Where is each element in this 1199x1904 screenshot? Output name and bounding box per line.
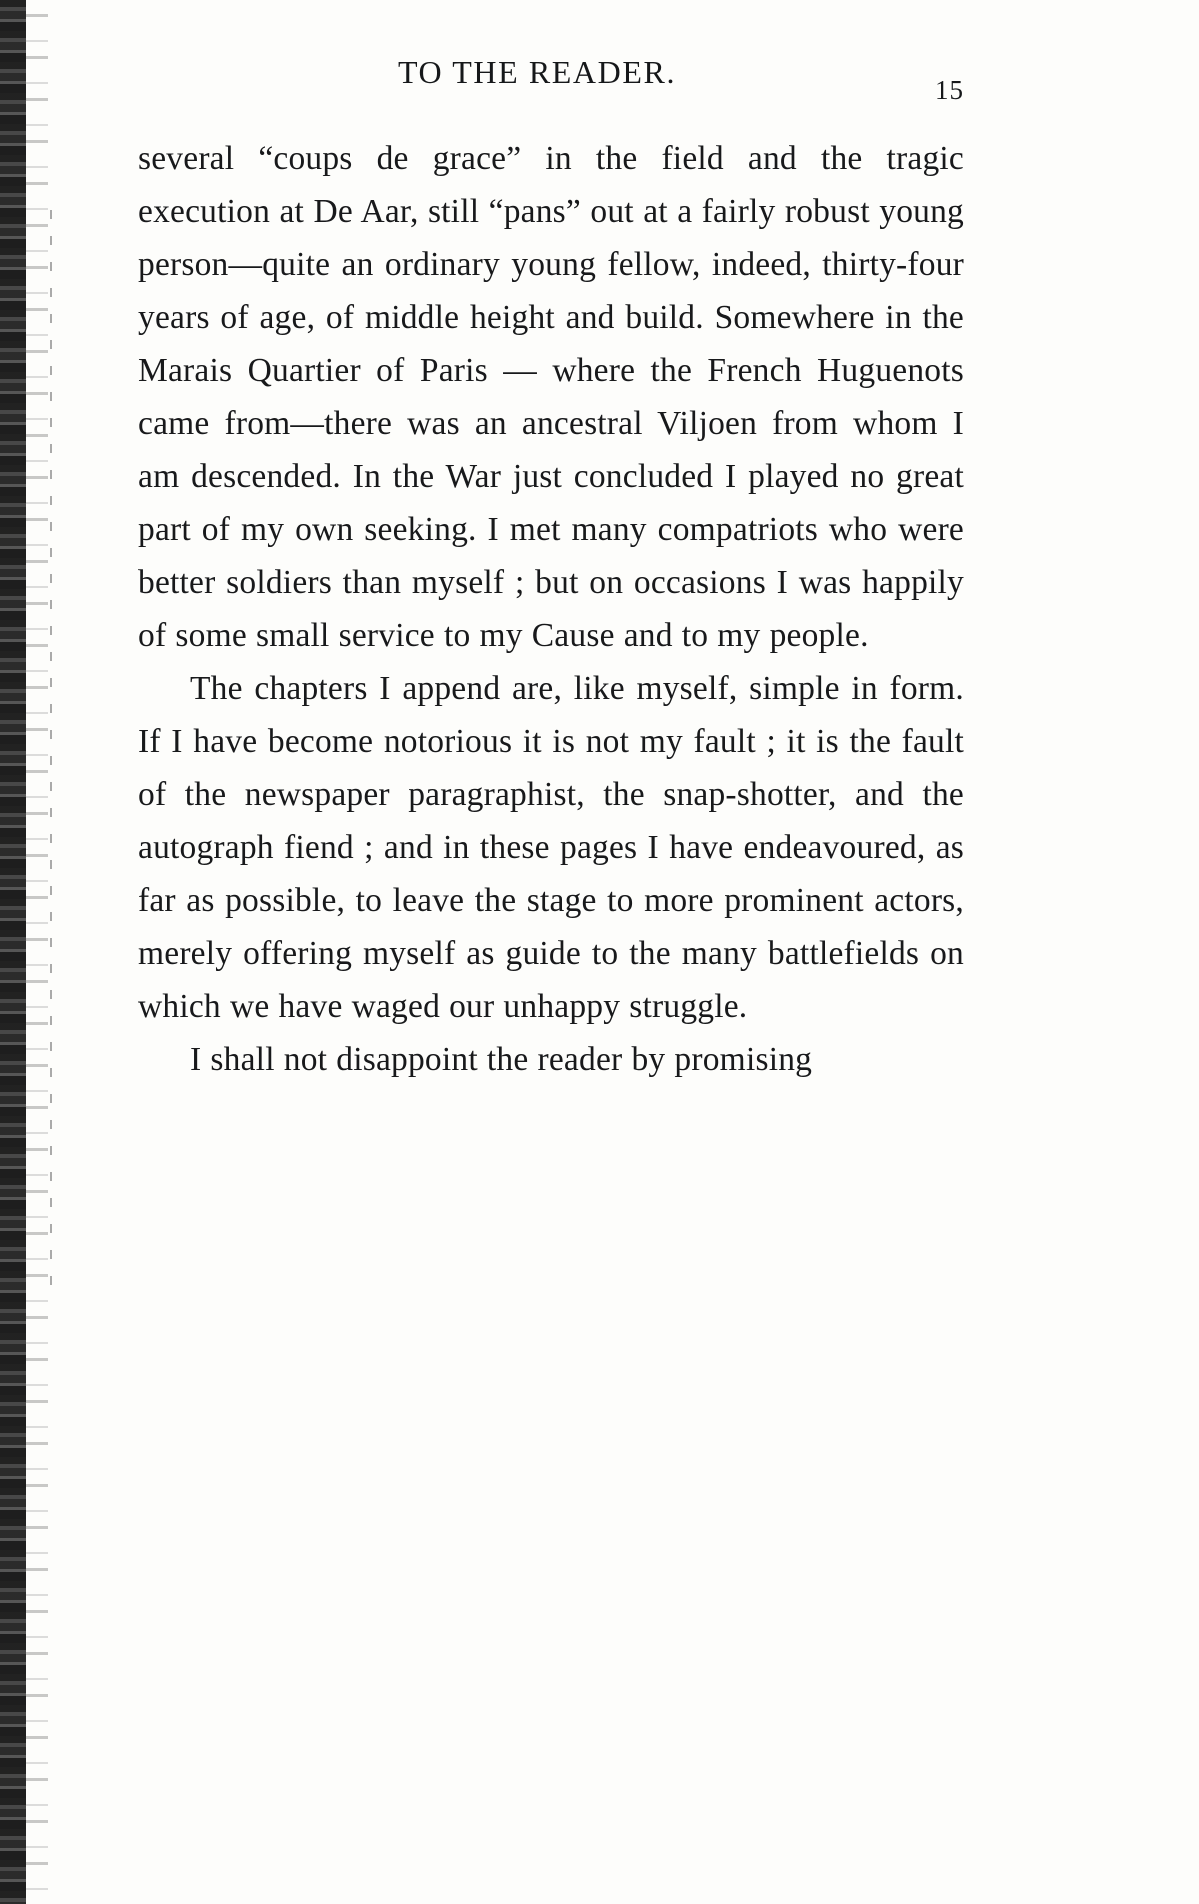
binding-speckle-texture xyxy=(26,0,48,1904)
body-text xyxy=(138,132,964,1086)
paragraph: The chapters I append are, like myself, simple in form. If I have become notorious it is not my fault ; it is the fault of the newspaper paragraphist, the snap-shotter, and the autograph fiend ; and in these pages I have endeavoured, as far as possible, to leave the stage to more prominent actors, merely offering myself as guide to the many battlefields on which we have waged our unhappy struggle. xyxy=(138,670,964,1025)
binding-edge-shadow xyxy=(0,0,26,1904)
binding-hairline-marks xyxy=(50,210,52,1290)
page-header xyxy=(138,54,964,108)
page-number: 15 xyxy=(935,75,964,105)
paragraph: several “coups de grace” in the field and the tragic execution at De Aar, still “pans” out at a fairly robust young person—quite an ordinary young fellow, indeed, thirty-four years of age, of middle height and build. Somewhere in the Marais Quartier of Paris — where the French Huguenots came from—there was an ancestral Viljoen from whom I am descended. In the War just concluded I played no great part of my own seeking. I met many compatriots who were better soldiers than myself ; but on occasions I was happily of some small service to my Cause and to my people. xyxy=(138,140,964,654)
page-content xyxy=(138,54,964,1086)
running-head: TO THE READER. xyxy=(397,54,677,90)
paragraph: I shall not disappoint the reader by promising xyxy=(190,1041,813,1078)
